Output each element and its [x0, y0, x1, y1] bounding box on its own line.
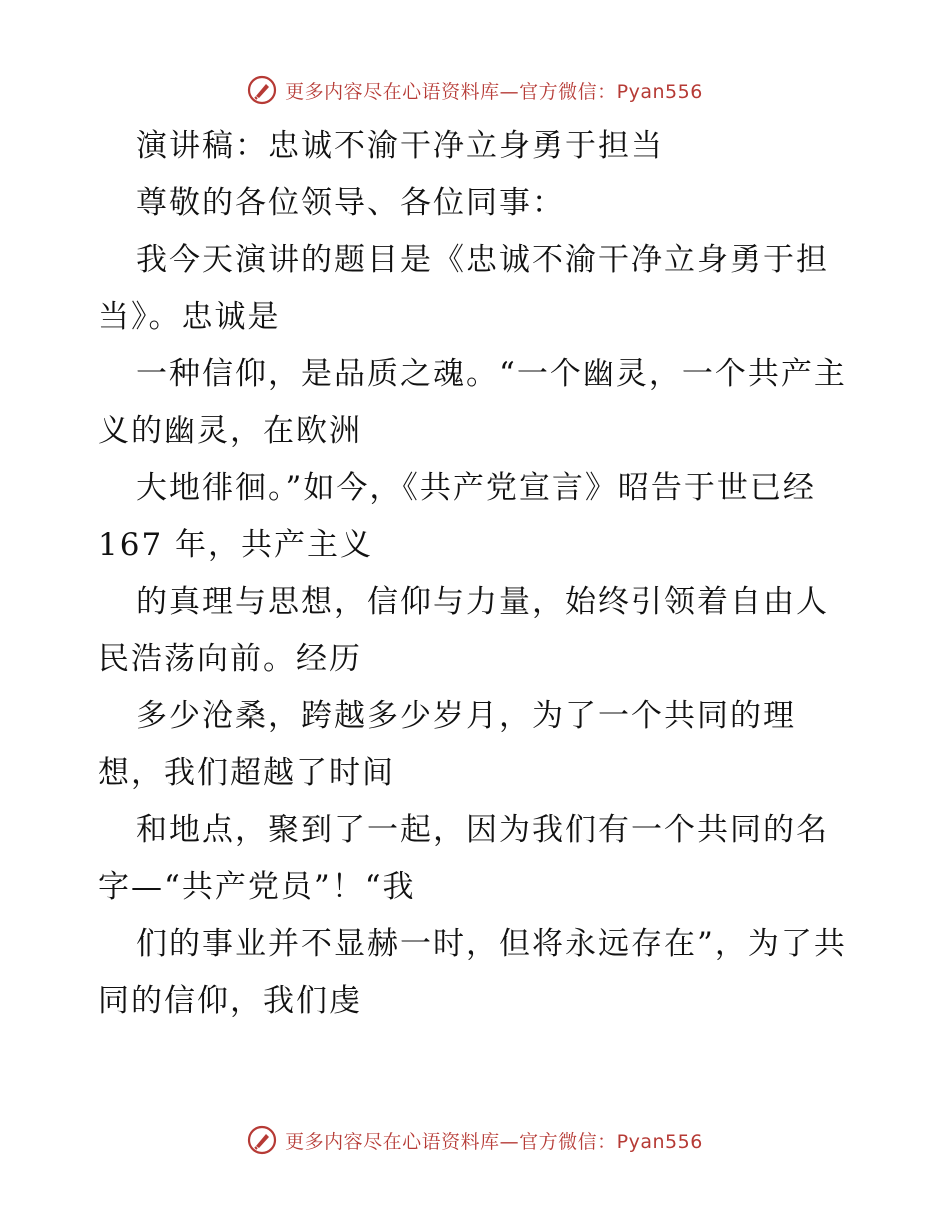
banner-text: 更多内容尽在心语资料库—官方微信：Pyan556	[285, 1130, 703, 1153]
banner-text: 更多内容尽在心语资料库—官方微信：Pyan556	[285, 80, 703, 103]
salutation: 尊敬的各位领导、各位同事：	[136, 185, 565, 221]
document-title: 演讲稿：忠诚不渝干净立身勇于担当	[136, 128, 664, 164]
paragraph: 多少沧桑，跨越多少岁月，为了一个共同的理想，我们超越了时间	[98, 698, 796, 791]
header-banner	[0, 70, 950, 110]
paragraph: 的真理与思想，信仰与力量，始终引领着自由人民浩荡向前。经历	[98, 584, 829, 677]
paragraph: 一种信仰，是品质之魂。“一个幽灵，一个共产主义的幽灵，在欧洲	[98, 356, 847, 449]
paragraph: 们的事业并不显赫一时，但将永远存在”，为了共同的信仰，我们虔	[98, 926, 847, 1019]
pen-nib-logo-icon	[247, 1125, 277, 1155]
pen-nib-logo-icon	[247, 75, 277, 105]
document-body	[98, 118, 858, 1030]
paragraph: 和地点，聚到了一起，因为我们有一个共同的名字—“共产党员”！“我	[98, 812, 829, 905]
footer-banner	[0, 1120, 950, 1160]
paragraph: 我今天演讲的题目是《忠诚不渝干净立身勇于担当》。忠诚是	[98, 242, 829, 335]
paragraph: 大地徘徊。”如今，《共产党宣言》昭告于世已经 167 年，共产主义	[98, 470, 828, 563]
